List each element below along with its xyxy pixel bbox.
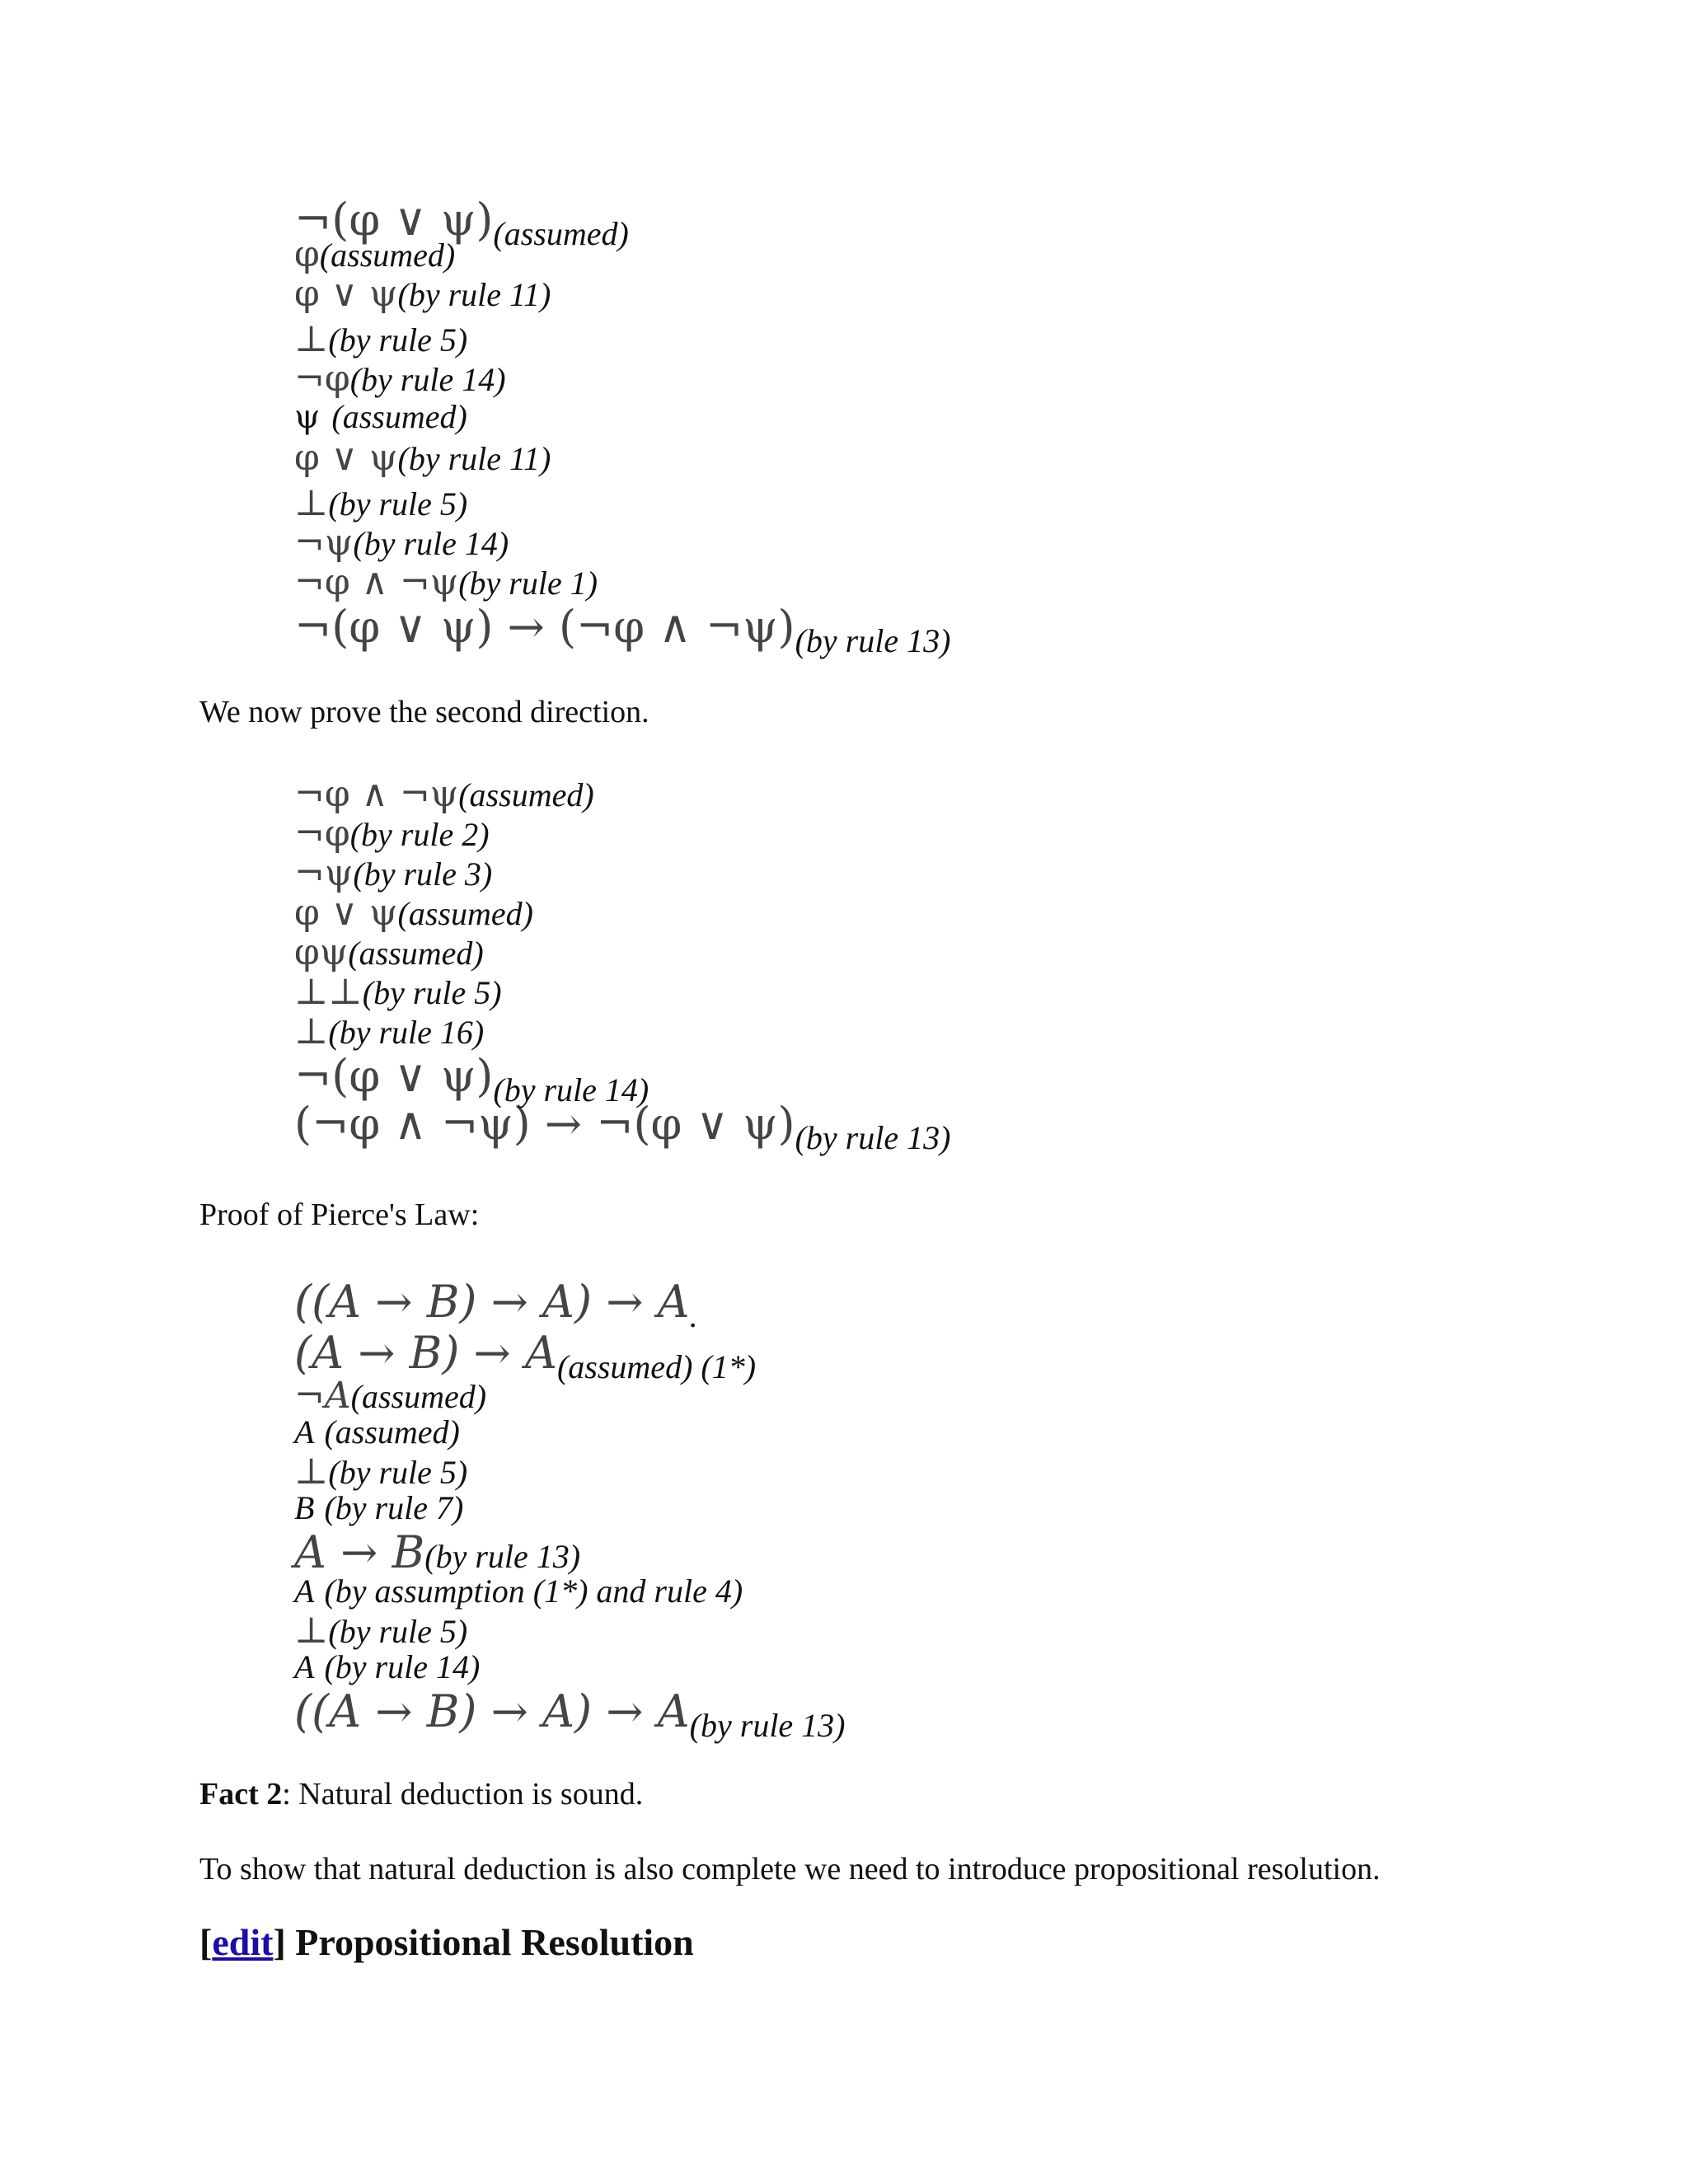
formula: (¬φ ∧ ¬ψ) → ¬(φ ∨ ψ) xyxy=(294,1098,795,1150)
proof-line xyxy=(294,397,1531,437)
formula: ⊥ xyxy=(294,1610,329,1652)
formula: φ ∨ ψ xyxy=(294,892,398,934)
formula: A xyxy=(294,1413,315,1451)
proof-line xyxy=(294,1572,1531,1610)
justification: (by rule 14) xyxy=(353,525,509,562)
formula: ((A → B) → A) → A xyxy=(294,1276,690,1328)
proof-line xyxy=(294,1050,1531,1108)
proof-line xyxy=(294,1327,1531,1385)
formula: ¬φ xyxy=(294,358,350,400)
justification: (by rule 7) xyxy=(324,1489,464,1526)
justification: (by rule 5) xyxy=(362,974,502,1011)
justification: (by rule 14) xyxy=(349,361,506,398)
proof-line xyxy=(294,1526,1531,1578)
proof-line xyxy=(294,194,1531,252)
justification: (by rule 1) xyxy=(458,565,598,602)
formula: ¬ψ xyxy=(294,522,354,564)
proof-line xyxy=(294,561,1531,601)
proof-line xyxy=(294,1276,1531,1334)
proof-line xyxy=(294,1647,1531,1685)
justification: (assumed) xyxy=(350,1378,487,1415)
proof-line xyxy=(294,1685,1531,1744)
justification: (by rule 11) xyxy=(397,276,551,313)
formula: ¬A xyxy=(294,1375,351,1417)
justification: (by rule 5) xyxy=(328,1454,468,1491)
formula: ¬φ xyxy=(294,813,350,855)
formula: ⊥⊥ xyxy=(294,971,363,1013)
bracket-close: ] xyxy=(273,1921,286,1963)
justification: (by rule 13) xyxy=(424,1538,581,1575)
fact-2-statement xyxy=(199,1776,643,1812)
formula: ¬(φ ∨ ψ) → (¬φ ∧ ¬ψ) xyxy=(294,601,795,653)
formula: ¬ψ xyxy=(294,852,354,894)
justification: (by rule 11) xyxy=(397,440,551,477)
bracket-open: [ xyxy=(199,1921,213,1963)
proof-second-direction xyxy=(294,773,1531,1156)
justification: (by rule 13) xyxy=(795,622,951,659)
pierce-law-intro: Proof of Pierce's Law: xyxy=(199,1197,480,1232)
proof-line xyxy=(294,892,1531,934)
justification: (assumed) xyxy=(319,237,456,274)
proof-line xyxy=(294,1488,1531,1526)
justification: (assumed) xyxy=(348,935,484,972)
proof-line xyxy=(294,318,1531,358)
justification: . xyxy=(689,1297,698,1334)
proof-line xyxy=(294,813,1531,855)
proof-line xyxy=(294,358,1531,400)
proof-line xyxy=(294,852,1531,892)
formula: (A → B) → A xyxy=(294,1327,557,1379)
proof-line xyxy=(294,601,1531,659)
formula: A xyxy=(294,1648,315,1685)
justification: (assumed) xyxy=(324,1413,460,1451)
formula: φ xyxy=(294,233,320,275)
proof-line xyxy=(294,1610,1531,1652)
proof-line xyxy=(294,773,1531,813)
second-direction-intro: We now prove the second direction. xyxy=(199,695,649,729)
proof-line xyxy=(294,1098,1531,1156)
justification: (by rule 5) xyxy=(328,321,468,359)
formula: ¬φ ∧ ¬ψ xyxy=(294,773,459,815)
justification: (assumed) xyxy=(493,215,629,252)
proof-first-direction xyxy=(294,194,1531,659)
proof-line xyxy=(294,482,1531,522)
proof-line xyxy=(294,522,1531,564)
proof-line xyxy=(294,437,1531,482)
formula: A → B xyxy=(294,1526,425,1578)
formula: ⊥ xyxy=(294,1451,329,1493)
justification: (assumed) xyxy=(331,398,467,435)
proof-line xyxy=(294,971,1531,1013)
proof-line xyxy=(294,1451,1531,1493)
fact-text: : Natural deduction is sound. xyxy=(282,1777,644,1811)
justification: (assumed) xyxy=(397,895,533,932)
formula: B xyxy=(294,1489,315,1526)
proof-line xyxy=(294,931,1531,971)
section-title: Propositional Resolution xyxy=(285,1921,694,1963)
formula: ⊥ xyxy=(294,482,329,524)
formula: ¬φ ∧ ¬ψ xyxy=(294,561,459,603)
proof-line xyxy=(294,1413,1531,1451)
formula: φ ∨ ψ xyxy=(294,273,398,315)
justification: (by rule 16) xyxy=(328,1014,485,1051)
edit-link[interactable]: edit xyxy=(212,1921,274,1963)
formula: ((A → B) → A) → A xyxy=(294,1685,690,1737)
fact-label: Fact 2 xyxy=(199,1777,283,1811)
justification: (assumed) xyxy=(458,776,594,813)
justification: (by rule 14) xyxy=(324,1648,481,1685)
formula: A xyxy=(294,1572,315,1610)
formula: ψ xyxy=(294,398,321,436)
justification: (by assumption (1*) and rule 4) xyxy=(324,1572,743,1610)
formula: ¬(φ ∨ ψ) xyxy=(294,194,494,246)
justification: (by rule 5) xyxy=(328,1613,468,1650)
justification: (assumed) (1*) xyxy=(556,1348,757,1385)
proof-line xyxy=(294,273,1531,318)
completeness-paragraph: To show that natural deduction is also complete we need to introduce propositional resolution. xyxy=(199,1852,1381,1886)
proof-pierce-law xyxy=(294,1276,1531,1744)
proof-line xyxy=(294,1375,1531,1417)
justification: (by rule 2) xyxy=(349,816,490,853)
justification: (by rule 14) xyxy=(493,1071,649,1108)
formula: ¬(φ ∨ ψ) xyxy=(294,1050,494,1102)
section-heading xyxy=(199,1920,694,1964)
formula: φψ xyxy=(294,931,349,973)
formula: ⊥ xyxy=(294,1010,329,1052)
justification: (by rule 13) xyxy=(795,1119,951,1156)
formula: φ ∨ ψ xyxy=(294,437,398,479)
justification: (by rule 13) xyxy=(689,1707,846,1744)
formula: ⊥ xyxy=(294,318,329,360)
justification: (by rule 5) xyxy=(328,485,468,523)
proof-line xyxy=(294,1010,1531,1050)
justification: (by rule 3) xyxy=(353,855,493,893)
